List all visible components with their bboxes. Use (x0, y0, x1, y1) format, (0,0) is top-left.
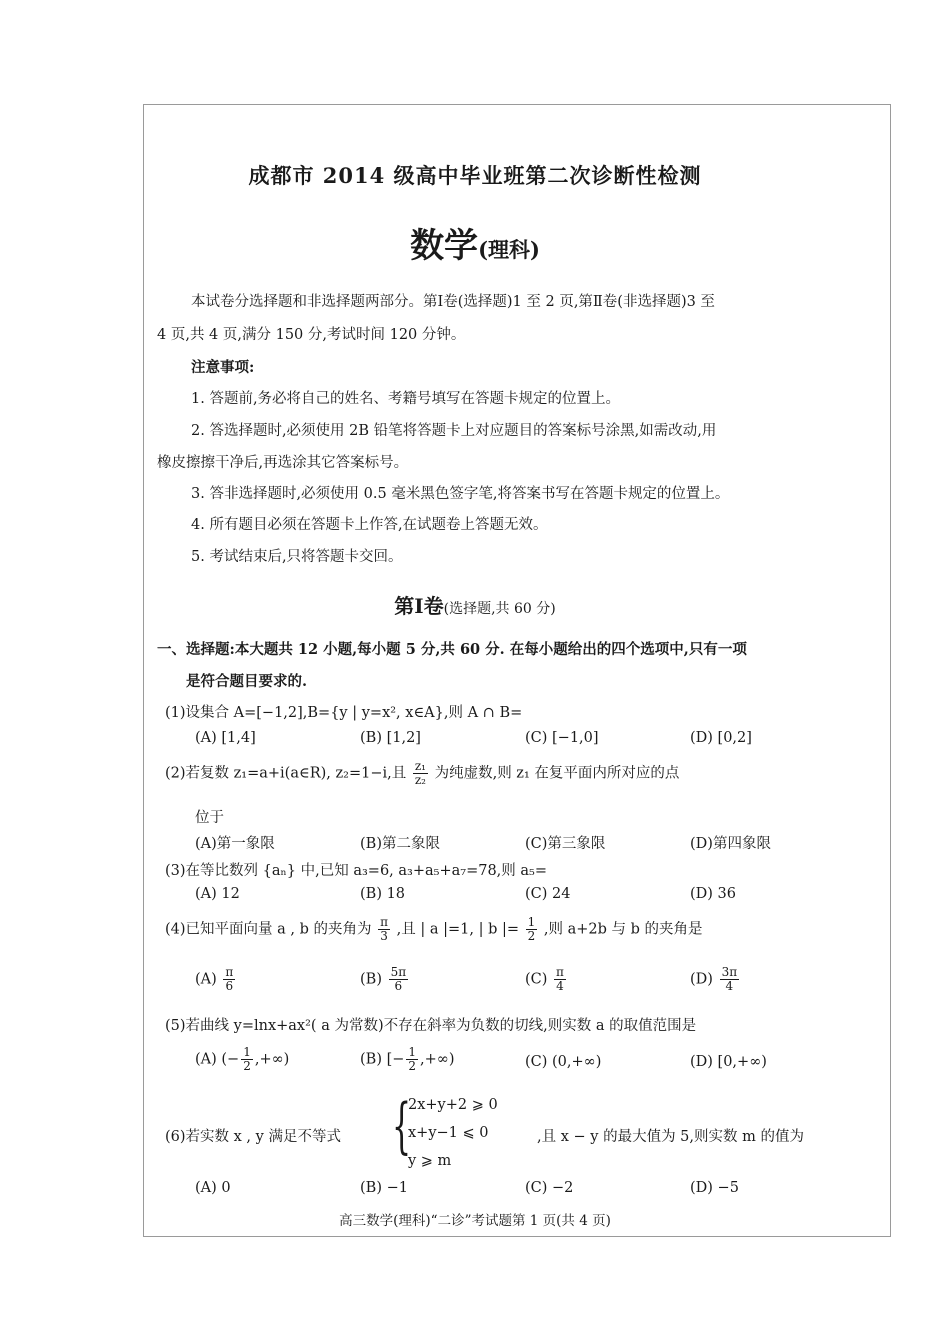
subject-name: 数学 (410, 226, 479, 266)
q3-option-c: (C) 24 (525, 886, 571, 902)
q5-a-pre: (A) (− (195, 1051, 240, 1068)
q2-stem-b: 为纯虚数,则 z₁ 在复平面内所对应的点 (434, 765, 680, 782)
q6-inequality-1: 2x+y+2 ⩾ 0 (408, 1097, 498, 1113)
intro-line-2: 4 页,共 4 页,满分 150 分,考试时间 120 分钟。 (157, 327, 466, 343)
q4-d-den: 4 (725, 979, 734, 993)
q5-stem: (5)若曲线 y=lnx+ax²( a 为常数)不存在斜率为负数的切线,则实数 a 的取值范围是 (165, 1018, 697, 1034)
notice-item-3: 3. 答非选择题时,必须使用 0.5 毫米黑色签字笔,将答案书写在答题卡规定的位置上。 (191, 486, 730, 502)
q6-inequality-3: y ⩾ m (408, 1153, 452, 1169)
q4-a-frac (223, 966, 235, 993)
q1-option-a: (A) [1,4] (195, 730, 256, 746)
q6-stem-a: (6)若实数 x , y 满足不等式 (165, 1129, 341, 1145)
q4-stem (165, 916, 703, 943)
q4-option-d (690, 966, 741, 993)
q5-option-b (360, 1046, 455, 1073)
q6-brace: { (392, 1091, 412, 1161)
q4-d-num: 3π (721, 965, 738, 979)
notice-heading: 注意事项: (191, 359, 255, 376)
q5-a-num: 1 (243, 1045, 251, 1059)
intro-line-1: 本试卷分选择题和非选择题两部分。第Ⅰ卷(选择题)1 至 2 页,第Ⅱ卷(非选择题)3 至 (191, 294, 715, 310)
q4-a-den: 6 (225, 979, 234, 993)
q4-d-frac (720, 966, 740, 993)
q2-frac-den: z₂ (414, 773, 426, 787)
q5-b-den: 2 (408, 1059, 417, 1073)
q4-b-num: 5π (390, 965, 407, 979)
q5-b-post: ,+∞) (420, 1051, 455, 1068)
q4-f2-den: 2 (527, 929, 536, 943)
q5-b-pre: (B) [− (360, 1051, 405, 1068)
q1-option-b: (B) [1,2] (360, 730, 421, 746)
section-subtitle: (选择题,共 60 分) (443, 601, 556, 617)
q2-frac-num: z₁ (414, 759, 426, 773)
q6-option-c: (C) −2 (525, 1180, 574, 1196)
q4-stem-b: ,且 | a |=1, | b |= (396, 921, 519, 938)
q4-c-den: 4 (556, 979, 564, 993)
q4-d-label: (D) (690, 971, 713, 988)
q5-a-post: ,+∞) (254, 1051, 290, 1068)
q4-length-fraction (526, 916, 538, 943)
q4-b-frac (389, 966, 409, 993)
q4-c-num: π (556, 965, 564, 979)
q4-option-b (360, 966, 410, 993)
subject-tag: (理科) (478, 237, 540, 262)
subject-title (0, 218, 950, 267)
notice-item-2a: 2. 答选择题时,必须使用 2B 铅笔将答题卡上对应题目的答案标号涂黑,如需改动,用 (191, 423, 717, 439)
q4-f1-num: π (380, 915, 389, 929)
q4-option-a (195, 966, 237, 993)
q5-b-frac (406, 1046, 418, 1073)
q4-angle-fraction (378, 916, 390, 943)
q5-a-frac (241, 1046, 253, 1073)
q2-option-a: (A)第一象限 (195, 836, 275, 852)
q4-b-label: (B) (360, 971, 382, 988)
q5-option-d: (D) [0,+∞) (690, 1054, 767, 1070)
q2-stem (165, 760, 679, 787)
q6-option-b: (B) −1 (360, 1180, 408, 1196)
section-instruction-2: 是符合题目要求的. (186, 673, 308, 690)
q5-option-a (195, 1046, 289, 1073)
q4-a-label: (A) (195, 971, 217, 988)
exam-title: 成都市 2014 级高中毕业班第二次诊断性检测 (248, 163, 702, 188)
q2-fraction (413, 760, 428, 787)
q4-c-frac (554, 966, 566, 993)
q5-b-num: 1 (408, 1045, 417, 1059)
q4-stem-a: (4)已知平面向量 a , b 的夹角为 (165, 921, 372, 938)
q3-option-a: (A) 12 (195, 886, 240, 902)
q1-option-c: (C) [−1,0] (525, 730, 599, 746)
q2-stem-a: (2)若复数 z₁=a+i(a∈R), z₂=1−i,且 (165, 765, 407, 782)
q2-option-c: (C)第三象限 (525, 836, 606, 852)
q2-option-d: (D)第四象限 (690, 836, 771, 852)
q2-option-b: (B)第二象限 (360, 836, 440, 852)
notice-item-2b: 橡皮擦擦干净后,再选涂其它答案标号。 (157, 455, 409, 471)
notice-item-1: 1. 答题前,务必将自己的姓名、考籍号填写在答题卡规定的位置上。 (191, 391, 621, 407)
q4-stem-c: ,则 a+2b 与 b 的夹角是 (543, 921, 703, 938)
page-footer: 高三数学(理科)“二诊”考试题第 1 页(共 4 页) (339, 1213, 611, 1229)
q4-c-label: (C) (525, 971, 548, 988)
q2-stem-c: 位于 (195, 810, 224, 826)
q6-inequality-2: x+y−1 ⩽ 0 (408, 1125, 489, 1141)
q4-b-den: 6 (394, 979, 403, 993)
q1-stem: (1)设集合 A=[−1,2],B={y | y=x², x∈A},则 A ∩ B= (165, 705, 523, 721)
q6-option-d: (D) −5 (690, 1180, 739, 1196)
q3-option-b: (B) 18 (360, 886, 406, 902)
q1-option-d: (D) [0,2] (690, 730, 752, 746)
q4-a-num: π (225, 965, 234, 979)
q5-a-den: 2 (243, 1059, 251, 1073)
section-name: 第Ⅰ卷 (394, 594, 444, 618)
q6-option-a: (A) 0 (195, 1180, 231, 1196)
q6-stem-b: ,且 x − y 的最大值为 5,则实数 m 的值为 (537, 1129, 804, 1145)
q3-option-d: (D) 36 (690, 886, 736, 902)
q4-f2-num: 1 (527, 915, 536, 929)
notice-item-5: 5. 考试结束后,只将答题卡交回。 (191, 549, 403, 565)
q3-stem: (3)在等比数列 {aₙ} 中,已知 a₃=6, a₃+a₅+a₇=78,则 a₅= (165, 863, 547, 879)
q4-f1-den: 3 (380, 929, 388, 943)
q4-option-c (525, 966, 568, 993)
section-instruction-1: 一、选择题:本大题共 12 小题,每小题 5 分,共 60 分. 在每小题给出的四个选项中,只有一项 (157, 641, 747, 658)
q5-option-c: (C) (0,+∞) (525, 1054, 602, 1070)
notice-item-4: 4. 所有题目必须在答题卡上作答,在试题卷上答题无效。 (191, 517, 548, 533)
section-title (0, 590, 950, 619)
